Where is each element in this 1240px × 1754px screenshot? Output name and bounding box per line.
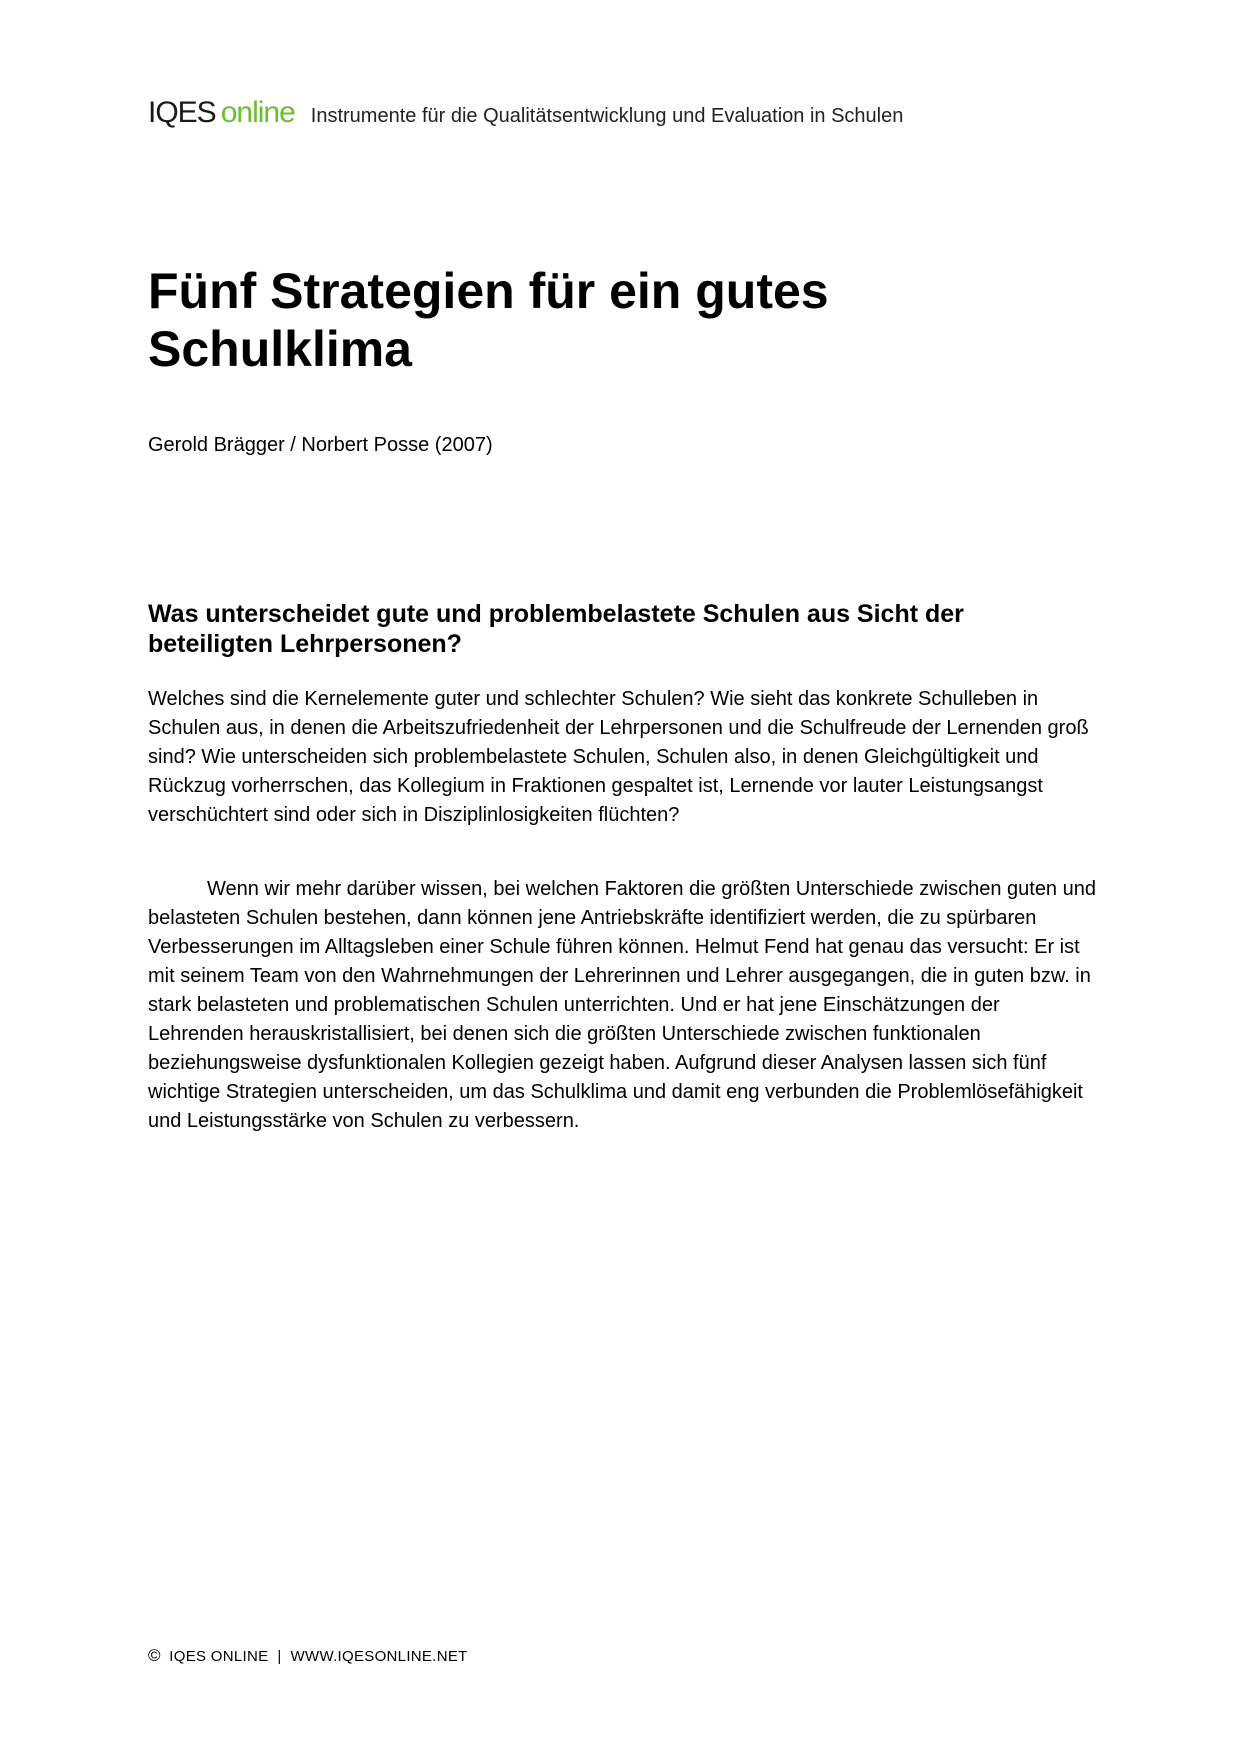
page-header: [148, 96, 903, 130]
paragraph-1: Welches sind die Kernelemente guter und schlechter Schulen? Wie sieht das konkrete Schulleben in Schulen aus, in denen die Arbeitszufriedenheit der Lehrpersonen und die Schulfreude der Lernenden groß sind? Wie unterscheiden sich problembelastete Schulen, Schulen also, in denen Gleichgültigkeit und Rückzug vorherrschen, das Kollegium in Fraktionen gespaltet ist, Lernende vor lauter Leistungsangst verschüchtert sind oder sich in Disziplinlosigkeiten flüchten?: [148, 688, 1089, 826]
logo-online: online: [220, 96, 295, 129]
page-footer: [148, 1646, 468, 1666]
document-title: Fünf Strategien für ein gutes Schulklima: [148, 263, 829, 377]
header-tagline: Instrumente für die Qualitätsentwicklung und Evaluation in Schulen: [310, 105, 904, 127]
document-authors: Gerold Brägger / Norbert Posse (2007): [148, 434, 493, 456]
copyright-icon: ©: [148, 1646, 161, 1665]
logo-iqes: IQES: [148, 96, 216, 129]
paragraph-2: Wenn wir mehr darüber wissen, bei welchen Faktoren die größten Unterschiede zwischen guten und belasteten Schulen bestehen, dann können jene Antriebskräfte identifiziert werden, die zu spürbaren Verbesserungen im Alltagsleben einer Schule führen können. Helmut Fend hat genau das versucht: Er ist mit seinem Team von den Wahrnehmungen der Lehrerinnen und Lehrer ausgegangen, die in guten bzw. in stark belasteten und problematischen Schulen unterrichten. Und er hat jene Einschätzungen der Lehrenden herauskristallisiert, bei denen sich die größten Unterschiede zwischen funktionalen beziehungsweise dysfunktionalen Kollegien gezeigt haben. Aufgrund dieser Analysen lassen sich fünf wichtige Strategien unterscheiden, um das Schulklima und damit eng verbunden die Problemlösefähigkeit und Leistungsstärke von Schulen zu verbessern.: [148, 878, 1096, 1132]
footer-text: IQES ONLINE | WWW.IQESONLINE.NET: [169, 1648, 468, 1665]
section-heading: Was unterscheidet gute und problembelastete Schulen aus Sicht der beteiligten Lehrpersonen?: [148, 600, 964, 658]
